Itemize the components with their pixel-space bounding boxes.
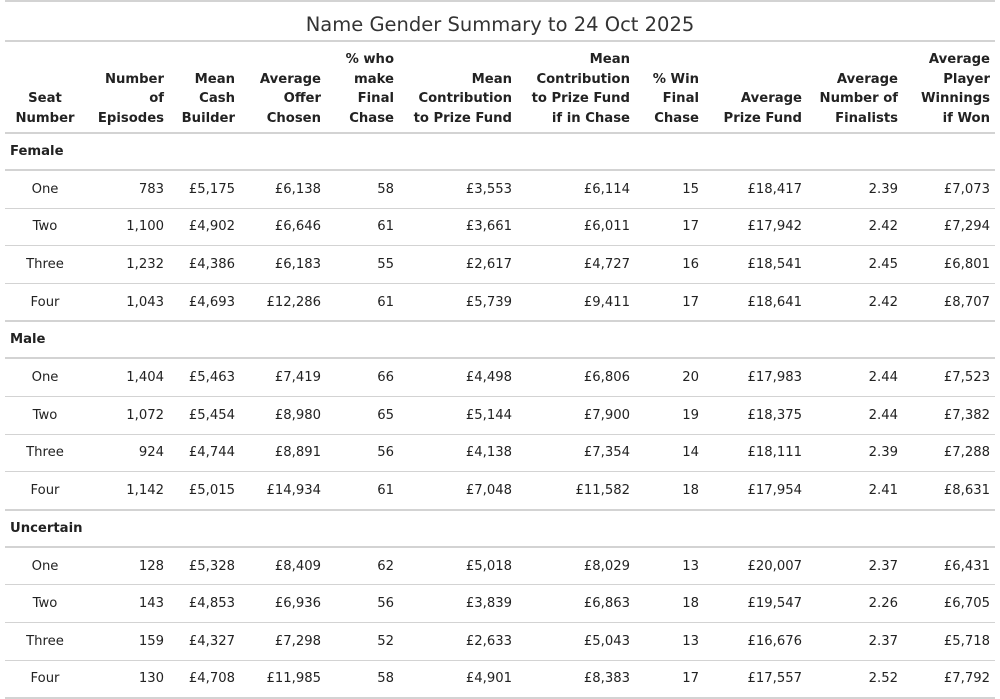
table-cell: £8,631	[903, 472, 995, 510]
table-cell: 56	[326, 434, 399, 472]
table-cell: £4,727	[517, 246, 635, 284]
group-header-row	[5, 321, 995, 358]
column-header: Mean Cash Builder	[169, 42, 240, 133]
table-cell: 924	[85, 434, 169, 472]
table-cell: £8,891	[240, 434, 326, 472]
table-cell: 2.37	[807, 547, 903, 585]
table-cell: £5,454	[169, 396, 240, 434]
table-cell: 17	[635, 660, 704, 698]
table-cell: 2.42	[807, 283, 903, 321]
column-header: % who make Final Chase	[326, 42, 399, 133]
seat-number-cell: One	[5, 547, 85, 585]
seat-number-cell: Four	[5, 472, 85, 510]
table-cell: 2.39	[807, 170, 903, 208]
table-cell: 2.44	[807, 396, 903, 434]
group-header-row	[5, 510, 995, 547]
table-cell: 62	[326, 547, 399, 585]
table-cell: £17,983	[704, 358, 807, 396]
table-cell: £18,641	[704, 283, 807, 321]
table-cell: £14,934	[240, 472, 326, 510]
seat-number-cell: One	[5, 170, 85, 208]
table-cell: 1,072	[85, 396, 169, 434]
table-cell: 18	[635, 472, 704, 510]
table-row	[5, 547, 995, 585]
table-cell: £9,411	[517, 283, 635, 321]
table-cell: 19	[635, 396, 704, 434]
table-cell: £18,541	[704, 246, 807, 284]
table-cell: £4,498	[399, 358, 517, 396]
table-cell: 143	[85, 585, 169, 623]
seat-number-cell: Two	[5, 396, 85, 434]
table-cell: 58	[326, 170, 399, 208]
group-label: Female	[5, 133, 995, 170]
table-cell: £5,015	[169, 472, 240, 510]
table-cell: £6,138	[240, 170, 326, 208]
seat-number-cell: Three	[5, 434, 85, 472]
table-cell: £8,029	[517, 547, 635, 585]
table-cell: 61	[326, 208, 399, 246]
group-label: Male	[5, 321, 995, 358]
table-row	[5, 208, 995, 246]
table-cell: £18,111	[704, 434, 807, 472]
column-header: Average Number of Finalists	[807, 42, 903, 133]
table-cell: £5,328	[169, 547, 240, 585]
table-cell: 65	[326, 396, 399, 434]
table-cell: £17,942	[704, 208, 807, 246]
summary-report	[5, 0, 995, 699]
table-cell: £8,409	[240, 547, 326, 585]
table-cell: £4,744	[169, 434, 240, 472]
seat-number-cell: Four	[5, 283, 85, 321]
table-cell: £11,985	[240, 660, 326, 698]
table-cell: £6,806	[517, 358, 635, 396]
table-cell: 61	[326, 283, 399, 321]
seat-number-cell: Three	[5, 246, 85, 284]
table-cell: 52	[326, 622, 399, 660]
table-cell: 1,232	[85, 246, 169, 284]
table-cell: 2.39	[807, 434, 903, 472]
table-cell: 13	[635, 547, 704, 585]
table-cell: 2.52	[807, 660, 903, 698]
table-cell: £5,463	[169, 358, 240, 396]
table-row	[5, 358, 995, 396]
table-cell: £5,175	[169, 170, 240, 208]
table-cell: £5,739	[399, 283, 517, 321]
table-cell: £4,901	[399, 660, 517, 698]
table-cell: 61	[326, 472, 399, 510]
table-cell: 2.45	[807, 246, 903, 284]
table-cell: £6,431	[903, 547, 995, 585]
table-cell: £11,582	[517, 472, 635, 510]
table-row	[5, 396, 995, 434]
table-cell: 14	[635, 434, 704, 472]
table-cell: £19,547	[704, 585, 807, 623]
table-cell: £6,183	[240, 246, 326, 284]
table-cell: 783	[85, 170, 169, 208]
table-cell: 2.41	[807, 472, 903, 510]
table-cell: 58	[326, 660, 399, 698]
table-cell: £3,661	[399, 208, 517, 246]
table-cell: £7,073	[903, 170, 995, 208]
table-cell: £7,792	[903, 660, 995, 698]
table-cell: £4,902	[169, 208, 240, 246]
table-cell: 159	[85, 622, 169, 660]
table-cell: £8,980	[240, 396, 326, 434]
table-cell: 17	[635, 208, 704, 246]
table-row	[5, 246, 995, 284]
column-header: Mean Contribution to Prize Fund	[399, 42, 517, 133]
seat-number-cell: Four	[5, 660, 85, 698]
table-cell: £20,007	[704, 547, 807, 585]
table-cell: £3,553	[399, 170, 517, 208]
column-header: Seat Number	[5, 42, 85, 133]
table-cell: 128	[85, 547, 169, 585]
table-cell: 1,043	[85, 283, 169, 321]
column-header: Average Prize Fund	[704, 42, 807, 133]
seat-number-cell: Two	[5, 208, 85, 246]
table-cell: 1,100	[85, 208, 169, 246]
table-cell: £4,693	[169, 283, 240, 321]
table-cell: £7,382	[903, 396, 995, 434]
table-cell: £4,708	[169, 660, 240, 698]
seat-number-cell: Three	[5, 622, 85, 660]
table-cell: 1,404	[85, 358, 169, 396]
summary-table	[5, 42, 995, 699]
table-cell: £6,705	[903, 585, 995, 623]
table-cell: 15	[635, 170, 704, 208]
table-cell: 2.26	[807, 585, 903, 623]
table-cell: £17,954	[704, 472, 807, 510]
table-cell: £2,633	[399, 622, 517, 660]
table-row	[5, 622, 995, 660]
table-cell: £7,354	[517, 434, 635, 472]
seat-number-cell: Two	[5, 585, 85, 623]
table-cell: 20	[635, 358, 704, 396]
table-row	[5, 585, 995, 623]
table-cell: £5,018	[399, 547, 517, 585]
table-cell: 1,142	[85, 472, 169, 510]
table-cell: 16	[635, 246, 704, 284]
table-row	[5, 434, 995, 472]
table-cell: 13	[635, 622, 704, 660]
table-cell: £6,801	[903, 246, 995, 284]
table-cell: £5,718	[903, 622, 995, 660]
table-cell: £7,419	[240, 358, 326, 396]
table-cell: £8,383	[517, 660, 635, 698]
table-cell: £7,523	[903, 358, 995, 396]
table-cell: £12,286	[240, 283, 326, 321]
table-body	[5, 133, 995, 698]
table-cell: £7,298	[240, 622, 326, 660]
table-cell: 130	[85, 660, 169, 698]
column-header: Mean Contribution to Prize Fund if in Chase	[517, 42, 635, 133]
table-cell: £7,288	[903, 434, 995, 472]
table-cell: 17	[635, 283, 704, 321]
table-cell: £2,617	[399, 246, 517, 284]
table-cell: £5,144	[399, 396, 517, 434]
table-cell: £6,011	[517, 208, 635, 246]
header-row	[5, 42, 995, 133]
table-cell: £5,043	[517, 622, 635, 660]
table-cell: 66	[326, 358, 399, 396]
table-cell: £18,375	[704, 396, 807, 434]
table-cell: £16,676	[704, 622, 807, 660]
table-cell: £4,853	[169, 585, 240, 623]
table-cell: £18,417	[704, 170, 807, 208]
table-cell: £6,863	[517, 585, 635, 623]
table-cell: £7,900	[517, 396, 635, 434]
column-header: % Win Final Chase	[635, 42, 704, 133]
table-cell: 55	[326, 246, 399, 284]
table-row	[5, 660, 995, 698]
table-cell: 2.44	[807, 358, 903, 396]
table-cell: £8,707	[903, 283, 995, 321]
column-header: Average Player Winnings if Won	[903, 42, 995, 133]
table-cell: £17,557	[704, 660, 807, 698]
column-header: Average Offer Chosen	[240, 42, 326, 133]
table-row	[5, 170, 995, 208]
table-cell: £7,048	[399, 472, 517, 510]
table-cell: £7,294	[903, 208, 995, 246]
page-title: Name Gender Summary to 24 Oct 2025	[5, 0, 995, 42]
table-cell: £4,138	[399, 434, 517, 472]
table-cell: £6,114	[517, 170, 635, 208]
table-cell: 18	[635, 585, 704, 623]
table-cell: 2.37	[807, 622, 903, 660]
table-cell: 2.42	[807, 208, 903, 246]
table-row	[5, 283, 995, 321]
table-row	[5, 472, 995, 510]
table-cell: £6,936	[240, 585, 326, 623]
table-cell: £6,646	[240, 208, 326, 246]
group-label: Uncertain	[5, 510, 995, 547]
table-cell: 56	[326, 585, 399, 623]
group-header-row	[5, 133, 995, 170]
seat-number-cell: One	[5, 358, 85, 396]
table-cell: £3,839	[399, 585, 517, 623]
table-cell: £4,386	[169, 246, 240, 284]
table-cell: £4,327	[169, 622, 240, 660]
column-header: Number of Episodes	[85, 42, 169, 133]
